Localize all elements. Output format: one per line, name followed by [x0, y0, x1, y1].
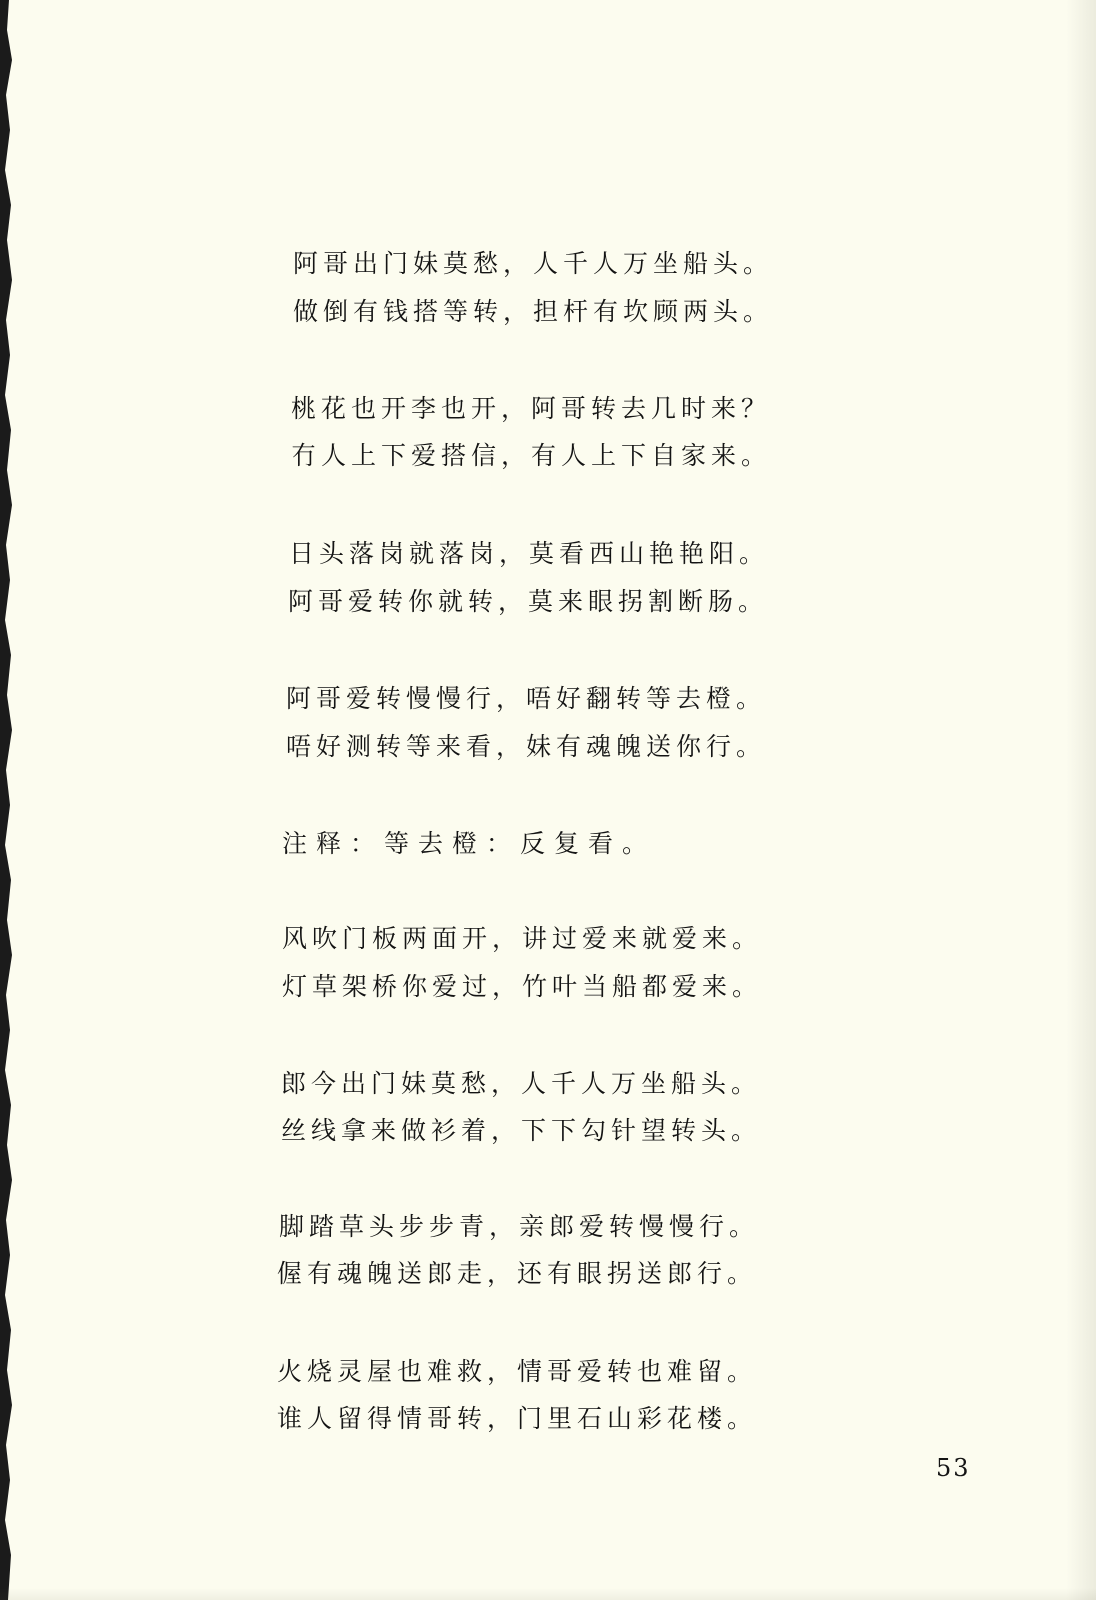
- poem-line: 灯草架桥你爱过，竹叶当船都爱来。: [282, 972, 763, 1001]
- poem-line: 冇人上下爱搭信，有人上下自家来。: [291, 441, 772, 470]
- poem-line: 做倒有钱搭等转，担杆有坎顾两头。: [293, 297, 774, 326]
- poem-line: 脚踏草头步步青，亲郎爱转慢慢行。: [279, 1212, 760, 1241]
- poem-line: 桃花也开李也开，阿哥转去几时来？: [291, 394, 772, 423]
- page-bottom-shadow: [0, 1588, 1096, 1600]
- page-right-shadow: [1066, 0, 1096, 1600]
- poem-line: 阿哥爱转你就转，莫来眼拐割断肠。: [288, 587, 769, 616]
- annotation-note: 注释：等去橙：反复看。: [282, 829, 657, 858]
- poem-line: 日头落岗就落岗，莫看西山艳艳阳。: [289, 539, 770, 568]
- poem-line: 郎今出门妹莫愁，人千人万坐船头。: [281, 1069, 762, 1098]
- poem-line: 谁人留得情哥转，门里石山彩花楼。: [277, 1404, 758, 1433]
- page-number: 53: [936, 1454, 971, 1482]
- poem-line: 唔好测转等来看，妹有魂魄送你行。: [286, 732, 767, 761]
- torn-left-edge: [0, 0, 14, 1600]
- poem-line: 火烧灵屋也难救，情哥爱转也难留。: [277, 1357, 758, 1386]
- poem-line: 偓有魂魄送郎走，还有眼拐送郎行。: [277, 1259, 758, 1288]
- poem-line: 阿哥出门妹莫愁，人千人万坐船头。: [293, 249, 774, 278]
- poem-line: 阿哥爱转慢慢行，唔好翻转等去橙。: [286, 684, 767, 713]
- poem-line: 丝线拿来做衫着，下下勾针望转头。: [281, 1116, 762, 1145]
- poem-line: 风吹门板两面开，讲过爱来就爱来。: [282, 924, 763, 953]
